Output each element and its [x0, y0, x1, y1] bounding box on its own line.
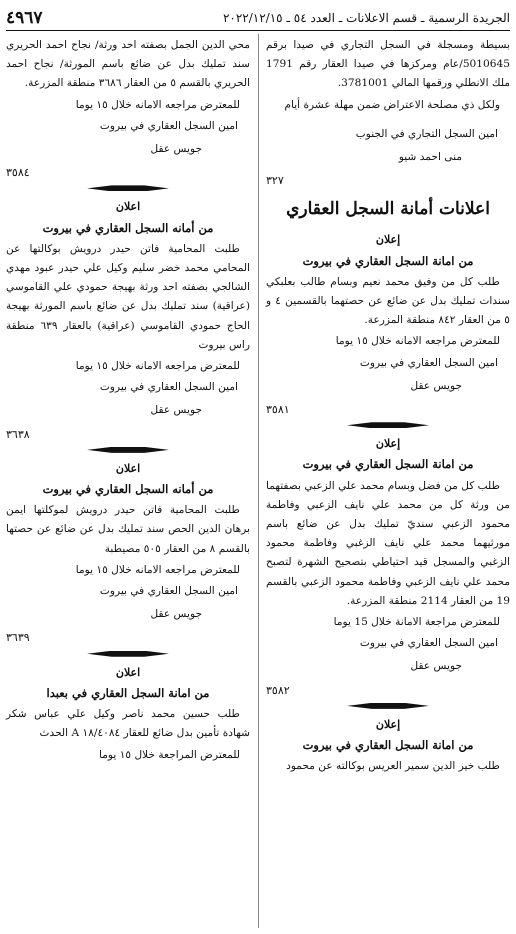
notice-issuer: من أمانه السجل العقاري في بيروت	[42, 482, 214, 497]
section-title: اعلانات أمانة السجل العقاري	[286, 199, 490, 220]
signatory-title: امين السجل العقاري في بيروت	[359, 356, 498, 369]
separator-ornament	[87, 651, 169, 657]
notice-body: طلب حسين محمد ناصر وكيل علي عباس شكر شهادة تأمين بدل ضائع للعقار ١٨/٤٠٨٤ A الحدث	[6, 708, 250, 740]
reference-number: ٣٥٨٤	[6, 166, 30, 180]
notice-deadline: للمعترض مراجعه الامانه خلال ١٥ يوما	[75, 98, 240, 111]
reference-number: ٣٥٨٢	[266, 683, 290, 697]
separator-ornament	[87, 447, 169, 453]
separator-ornament	[347, 703, 429, 709]
column-divider	[258, 34, 259, 928]
signatory-name: جويس عقل	[150, 404, 202, 417]
notice-label: اعلان	[115, 200, 141, 214]
notice-block	[6, 197, 250, 443]
notice-deadline: للمعترض مراجعه الامانه خلال ١٥ يوما	[75, 360, 240, 373]
notice-label: إعلان	[375, 437, 401, 451]
separator-ornament	[347, 422, 429, 428]
notice-body: طلب كل من وفيق محمد نعيم وبسام طالب بعلبكي سندات تمليك بدل عن ضائع عن حصتهما بالقسمين ٤ و ٥ من العقار ٨٤٢ منطقة المزرعة.	[266, 275, 511, 327]
notice-deadline: للمعترض مراجعة الامانة خلال 15 يوما	[333, 616, 500, 629]
notice-block	[266, 434, 510, 700]
signatory-name: جويس عقل	[150, 608, 202, 621]
signatory-name: جويس عقل	[150, 143, 202, 156]
notice-issuer: من امانة السجل العقاري في بيروت	[302, 738, 474, 753]
notice-body: طلبت المحامية فاتن حيدر درويش لموكلتها ايمن برهان الدين الحص سند تمليك بدل عن ضائع عن حصتها بالقسم ٨ من العقار ٥٠٥ مصيطبة	[6, 504, 250, 555]
right-column	[266, 36, 510, 779]
notice-deadline: للمعترض المراجعة خلال ١٥ يوما	[98, 748, 240, 761]
signatory-name: جويس عقل	[410, 660, 462, 673]
page-header	[6, 6, 510, 31]
notice-deadline: للمعترض مراجعه الامانه خلال ١٥ يوما	[75, 563, 240, 576]
reference-number: ٣٢٧	[266, 174, 284, 188]
notice-block	[266, 715, 510, 777]
notice-body: طلب خير الدين سمير العريس بوكالته عن محمود	[286, 760, 500, 773]
header-title: الجريدة الرسمية ـ قسم الاعلانات ـ العدد ٥٤ ـ ٢٠٢٢/١٢/١٥	[222, 11, 510, 25]
notice-label: اعلان	[115, 665, 141, 679]
notice-label: إعلان	[375, 233, 401, 247]
notice-label: إعلان	[375, 717, 401, 731]
notice-body: طلبت المحامية فاتن حيدر درويش بوكالتها عن المحامي محمد خضر سليم وكيل علي حيدر عبود مهدي الشالجي بصفته احد ورثة بهيجة حمودي علي القاموسي (عراقية) سند تمليك بدل عن ضائع باسم المورثة بهيجة الحاج حمودي القاموسي (عراقية) بالعقار ٦٣٩ منطقة راس بيروت	[6, 242, 251, 351]
left-column	[6, 36, 250, 767]
signatory-name: جويس عقل	[410, 379, 462, 392]
notice-body: طلب كل من فضل وبسام محمد علي الزعبي بصفتهما من ورثة كل من محمد علي نايف الزعبي وفاطمة محمود الزعبي سنديّ تمليك بدل عن ضائع باسم مورثيهما محمد علي نايف الزغبي وفاطمة محمود الزغبي والمسجل قيد احتياطي بتصحيح الشهرة لتصبح محمد علي نايف الزعبي وفاطمة محمود الزعبي بالقسم 19 من العقار 2114 منطقة المزرعة.	[266, 479, 510, 607]
notice-issuer: من امانة السجل العقاري في بيروت	[302, 457, 474, 472]
separator-ornament	[87, 185, 169, 191]
reference-number: ٣٥٨١	[266, 403, 290, 417]
notice-continuation: بسيطة ومسجلة في السجل التجاري في صيدا برقم 5010645/عام ومركزها في صيدا العقار رقم 1791 ملك الانطلي ورقمها المالي 3781001.	[266, 39, 510, 90]
notice-continuation: محي الدين الجمل بصفته احد ورثة/ نجاح احمد الحريري سند تمليك بدل عن ضائع باسم المورثة/ نجاح احمد الحريري بالقسم ٥ من العقار ٣٦٨٦ منطقة المزرعة.	[6, 39, 250, 90]
reference-number: ٣٦٣٩	[6, 631, 30, 645]
page-number: ٤٩٦٧	[6, 8, 43, 28]
notice-issuer: من امانة السجل العقاري في بعبدا	[46, 685, 210, 700]
notice-block	[6, 663, 250, 765]
signatory-name: منى احمد شيو	[398, 151, 462, 164]
notice-deadline: للمعترض مراجعه الامانه خلال ١٥ يوما	[335, 335, 500, 348]
objection-note: ولكل ذي مصلحة الاعتراض ضمن مهلة عشرة أيام	[284, 98, 500, 111]
notice-block	[266, 230, 510, 419]
notice-label: اعلان	[115, 461, 141, 475]
signatory-title: امين السجل التجاري في الجنوب	[355, 127, 498, 140]
signatory-title: امين السجل العقاري في بيروت	[99, 381, 238, 394]
notice-issuer: من امانة السجل العقاري في بيروت	[302, 253, 474, 268]
signatory-title: امين السجل العقاري في بيروت	[99, 585, 238, 598]
signatory-title: امين السجل العقاري في بيروت	[99, 119, 238, 132]
notice-block	[6, 459, 250, 648]
notice-issuer: من أمانه السجل العقاري في بيروت	[42, 220, 214, 235]
signatory-title: امين السجل العقاري في بيروت	[359, 637, 498, 650]
reference-number: ٣٦٣٨	[6, 427, 30, 441]
